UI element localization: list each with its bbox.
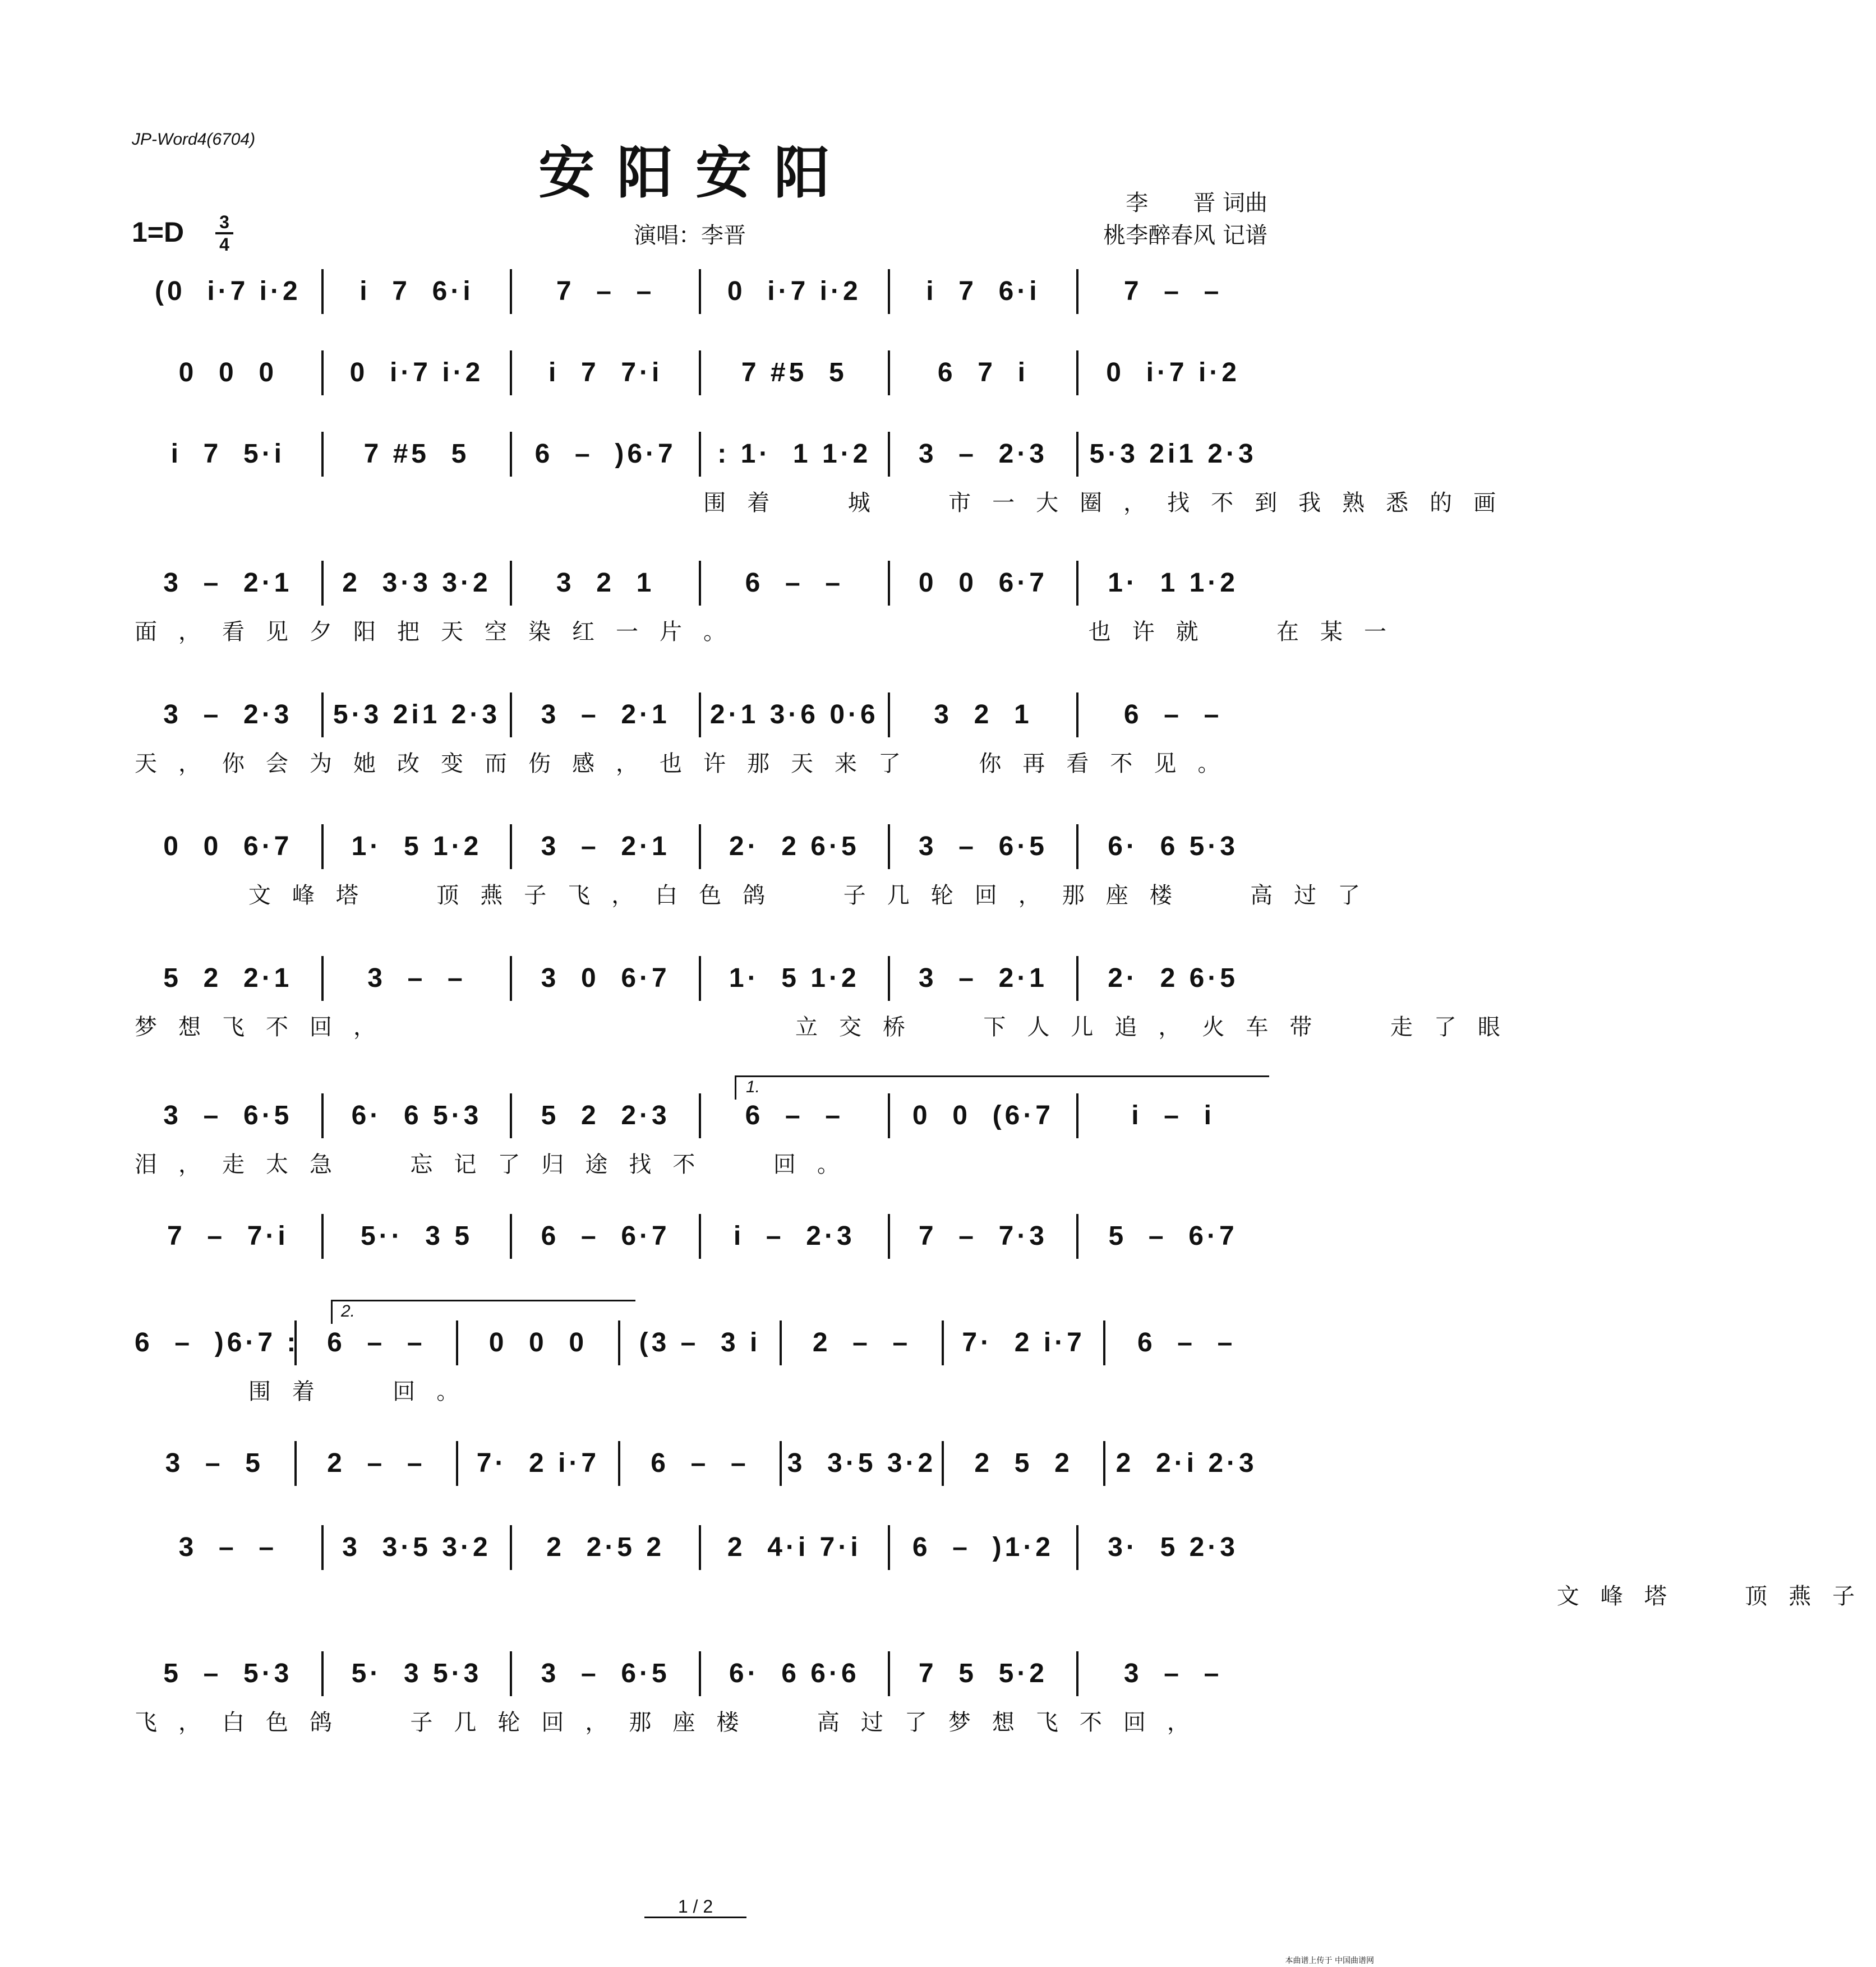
measure-notes: 3 – 6·5 [163, 1101, 293, 1130]
measure-row [135, 824, 1267, 869]
second-ending-label: 2. [341, 1302, 356, 1320]
measure-notes: 0 i·7 i·2 [1106, 358, 1240, 387]
measure-notes: 6· 6 6·6 [729, 1659, 860, 1688]
measure-notes: 1· 5 1·2 [351, 832, 482, 861]
measure [135, 692, 324, 737]
measure-notes: 3 – 6·5 [918, 832, 1048, 861]
measure-notes: 7 – – [556, 276, 655, 306]
measure-notes: i 7 6·i [359, 276, 474, 306]
measure-notes: 6 – – [327, 1328, 426, 1357]
measure-row [135, 1214, 1267, 1259]
staff-system [135, 1320, 1267, 1405]
measure-notes: 7 #5 5 [363, 439, 470, 469]
measure-notes: i – 2·3 [733, 1221, 855, 1251]
measure [135, 1093, 324, 1138]
measure [890, 1214, 1079, 1259]
staff-system [135, 561, 1408, 645]
measure-notes: 2·1 3·6 0·6 [709, 700, 879, 729]
measure-notes: 7 – 7·3 [918, 1221, 1048, 1251]
measure-notes: 5·3 2i1 2·3 [333, 700, 501, 729]
measure-notes: 7· 2 i·7 [476, 1448, 600, 1478]
measure-notes: 6 – )1·2 [912, 1532, 1054, 1562]
measure-row [135, 350, 1267, 395]
measure [701, 1651, 890, 1696]
measure [458, 1441, 620, 1486]
measure [890, 432, 1079, 477]
measure-notes: 5 2 2·1 [163, 963, 293, 993]
measure-notes: 2 – – [327, 1448, 426, 1478]
measure-row [135, 692, 1267, 737]
measure-notes: 3 – 2·1 [918, 963, 1048, 993]
measure-notes: 5 2 2·3 [541, 1101, 670, 1130]
measure-notes: 3· 5 2·3 [1108, 1532, 1238, 1562]
measure-notes: 2 – – [812, 1328, 911, 1357]
first-ending-bracket [735, 1075, 1269, 1100]
measure-notes: 0 0 6·7 [918, 568, 1048, 598]
measure-row [135, 561, 1267, 606]
measure [701, 1525, 890, 1570]
measure-row [135, 1651, 1267, 1696]
measure-notes: (3 – 3 i [639, 1328, 761, 1357]
measure [701, 824, 890, 869]
lyrics-line: 文峰塔 顶燕子飞，白色鸽 子几轮回，那座楼 高过了 [135, 883, 1382, 908]
transcriber-credit: 桃李醉春风 记谱 [1103, 223, 1267, 248]
measure [324, 432, 513, 477]
measure-notes: 2 3·3 3·2 [342, 568, 491, 598]
measure [135, 350, 324, 395]
measure-notes: 6· 6 5·3 [1108, 832, 1238, 861]
measure [1078, 692, 1267, 737]
measure-notes: 3 – 2·3 [163, 700, 293, 729]
measure-notes: 3 3·5 3·2 [787, 1448, 937, 1478]
measure [701, 350, 890, 395]
measure-notes: 3 – – [367, 963, 466, 993]
measure [701, 1093, 890, 1138]
measure-notes: 6 – – [745, 568, 844, 598]
measure [512, 269, 701, 314]
measure [512, 824, 701, 869]
lyrics-line: 飞，白色鸽 子几轮回，那座楼 高过了梦想飞不回， [135, 1710, 1211, 1735]
measure [512, 350, 701, 395]
measure [512, 1093, 701, 1138]
lyrics-line: 围着 城 市一大圈，找不到我熟悉的画 [135, 490, 1518, 516]
measure-row [135, 1525, 1267, 1570]
measure [135, 1214, 324, 1259]
staff-system [135, 956, 1522, 1040]
staff-system [135, 432, 1518, 516]
measure-notes: 7 – 7·i [167, 1221, 289, 1251]
measure [701, 692, 890, 737]
staff-system [135, 1525, 1876, 1609]
measure [1078, 561, 1267, 606]
measure [135, 561, 324, 606]
measure [1078, 350, 1267, 395]
measure-notes: 5·· 3 5 [360, 1221, 473, 1251]
lyrics-line: 文峰塔 顶燕子 [135, 1583, 1876, 1609]
measure-notes: 3 – – [178, 1532, 278, 1562]
time-signature [213, 212, 236, 255]
measure-notes: i 7 7·i [548, 358, 663, 387]
measure-notes: 3 2 1 [934, 700, 1033, 729]
measure-notes: i – i [1131, 1101, 1215, 1130]
measure [701, 956, 890, 1001]
measure-notes: 5· 3 5·3 [351, 1659, 482, 1688]
measure [324, 1525, 513, 1570]
measure-row [135, 1441, 1267, 1486]
measure [512, 432, 701, 477]
measure [944, 1441, 1106, 1486]
measure [297, 1441, 459, 1486]
measure-notes: 3 – 6·5 [541, 1659, 670, 1688]
measure-notes: 2 4·i 7·i [727, 1532, 861, 1562]
measure-notes: 3 2 1 [556, 568, 655, 598]
measure-notes: 0 0 0 [488, 1328, 588, 1357]
measure [135, 432, 324, 477]
measure [1078, 1525, 1267, 1570]
measure-notes: 3 – 2·1 [541, 700, 670, 729]
measure-notes: 0 0 0 [178, 358, 278, 387]
measure-notes: 3 – 5 [165, 1448, 264, 1478]
lyricist-credit: 李 晋 词曲 [1126, 190, 1267, 216]
measure [324, 269, 513, 314]
measure-notes: 1· 5 1·2 [729, 963, 860, 993]
measure-row [135, 1320, 1267, 1365]
measure-notes: 6 – 6·7 [541, 1221, 670, 1251]
measure [135, 1651, 324, 1696]
measure [512, 1525, 701, 1570]
measure [1078, 1093, 1267, 1138]
measure-notes: i 7 6·i [926, 276, 1040, 306]
measure-notes: 0 0 (6·7 [912, 1101, 1054, 1130]
measure-notes: 7· 2 i·7 [962, 1328, 1085, 1357]
measure [890, 824, 1079, 869]
measure-notes: 3 – 2·1 [163, 568, 293, 598]
software-label: JP-Word4(6704) [132, 130, 256, 149]
measure-row [135, 956, 1267, 1001]
measure-notes: 1· 1 1·2 [1108, 568, 1238, 598]
measure [512, 956, 701, 1001]
measure-notes: 3 – 2·1 [541, 832, 670, 861]
measure-notes: 6 – – [745, 1101, 844, 1130]
measure [890, 1651, 1079, 1696]
lyrics-line: 面，看见夕阳把天空染红一片。 也许就 在某一 [135, 619, 1408, 645]
measure [512, 561, 701, 606]
measure [890, 692, 1079, 737]
measure [890, 561, 1079, 606]
measure-notes: 0 0 6·7 [163, 832, 293, 861]
measure [324, 1651, 513, 1696]
measure-notes: 6 – – [1137, 1328, 1236, 1357]
measure-notes: 0 i·7 i·2 [727, 276, 861, 306]
measure-row [135, 269, 1267, 314]
lyrics-line: 梦想飞不回， 立交桥 下人儿追，火车带 走了眼 [135, 1014, 1522, 1040]
measure [701, 269, 890, 314]
measure-notes: (0 i·7 i·2 [154, 276, 301, 306]
measure [135, 269, 324, 314]
measure-notes: : 1· 1 1·2 [717, 439, 872, 469]
page-number [0, 1896, 1391, 1917]
staff-system [135, 269, 1267, 353]
measure-notes: 2· 2 6·5 [1108, 963, 1238, 993]
measure [1078, 824, 1267, 869]
measure [1078, 432, 1267, 477]
measure-notes: 7 – – [1123, 276, 1223, 306]
measure-notes: 2 2·i 2·3 [1116, 1448, 1257, 1478]
measure [512, 1214, 701, 1259]
measure [620, 1320, 782, 1365]
measure [135, 1320, 297, 1365]
measure-notes: 5 – 6·7 [1108, 1221, 1238, 1251]
measure [324, 1214, 513, 1259]
measure-notes: 6 7 i [937, 358, 1029, 387]
measure [135, 824, 324, 869]
measure-notes: 7 #5 5 [741, 358, 847, 387]
measure [297, 1320, 459, 1365]
measure-notes: 6 – )6·7 [534, 439, 676, 469]
staff-system [135, 1651, 1267, 1735]
measure [324, 956, 513, 1001]
measure [512, 1651, 701, 1696]
measure [1105, 1320, 1267, 1365]
upload-note: 本曲谱上传于 中国曲谱网 [1285, 1956, 1374, 1965]
measure-notes: 2 2·5 2 [546, 1532, 665, 1562]
measure [701, 1214, 890, 1259]
measure [324, 350, 513, 395]
meter-bottom: 4 [219, 234, 229, 255]
measure [1078, 1214, 1267, 1259]
measure [135, 956, 324, 1001]
measure-notes: 5·3 2i1 2·3 [1089, 439, 1257, 469]
song-title: 安阳安阳 [538, 140, 852, 206]
measure-notes: 3 0 6·7 [541, 963, 670, 993]
second-ending-bracket [331, 1300, 635, 1324]
staff-system [135, 1441, 1267, 1525]
measure [324, 1093, 513, 1138]
meter-top: 3 [219, 212, 229, 232]
measure [890, 269, 1079, 314]
page-number-text: 1 / 2 [644, 1896, 746, 1918]
measure [324, 824, 513, 869]
measure [135, 1441, 297, 1486]
measure [324, 692, 513, 737]
measure-row [135, 1093, 1267, 1138]
staff-system [135, 692, 1267, 777]
staff-system [135, 824, 1382, 908]
measure-notes: 3 3·5 3·2 [342, 1532, 491, 1562]
staff-system [135, 1093, 1267, 1178]
measure [782, 1320, 944, 1365]
lyrics-line: 围着 回。 [135, 1379, 481, 1405]
measure [512, 692, 701, 737]
staff-system [135, 350, 1267, 435]
measure-notes: 6 – – [1123, 700, 1223, 729]
measure-notes: 2 5 2 [974, 1448, 1073, 1478]
staff-system [135, 1214, 1267, 1298]
measure [135, 1525, 324, 1570]
lyrics-line: 泪，走太急 忘记了归途找不 回。 [135, 1152, 861, 1178]
measure [1078, 1651, 1267, 1696]
measure [620, 1441, 782, 1486]
measure-notes: 3 – – [1123, 1659, 1223, 1688]
measure-notes: 2· 2 6·5 [729, 832, 860, 861]
measure [782, 1441, 944, 1486]
key-signature: 1=D [132, 216, 185, 248]
measure [890, 956, 1079, 1001]
measure-notes: 0 i·7 i·2 [349, 358, 484, 387]
measure-notes: i 7 5·i [170, 439, 285, 469]
measure-notes: 5 – 5·3 [163, 1659, 293, 1688]
measure [324, 561, 513, 606]
measure-notes: 6 – – [651, 1448, 749, 1478]
first-ending-label: 1. [746, 1078, 760, 1096]
measure [1105, 1441, 1267, 1486]
measure [890, 1093, 1079, 1138]
measure [701, 561, 890, 606]
measure-notes: 6 – )6·7 : [135, 1328, 299, 1357]
measure-row [135, 432, 1267, 477]
measure [944, 1320, 1106, 1365]
measure-notes: 7 5 5·2 [918, 1659, 1048, 1688]
measure [890, 350, 1079, 395]
measure-notes: 3 – 2·3 [918, 439, 1048, 469]
measure [1078, 956, 1267, 1001]
measure [458, 1320, 620, 1365]
singer-credit: 演唱：李晋 [634, 223, 746, 248]
measure-notes: 6· 6 5·3 [351, 1101, 482, 1130]
measure [1078, 269, 1267, 314]
lyrics-line: 天，你会为她改变而伤感，也许那天来了 你再看不见。 [135, 751, 1242, 777]
measure [890, 1525, 1079, 1570]
measure [701, 432, 890, 477]
